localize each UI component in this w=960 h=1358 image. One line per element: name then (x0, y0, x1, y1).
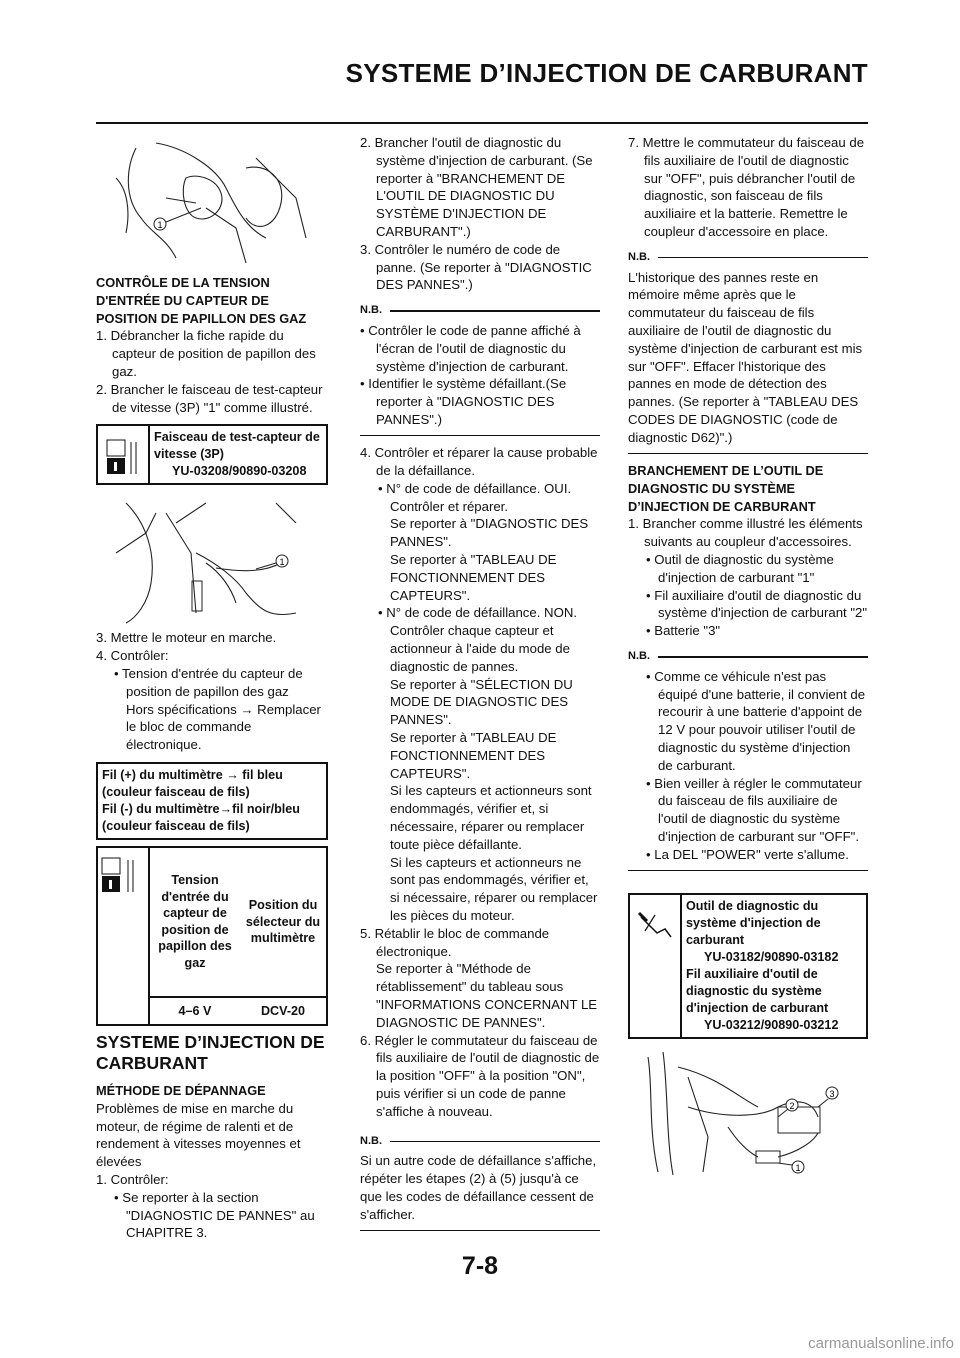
note-end-rule (628, 453, 868, 455)
spec-value-selector: DCV-20 (260, 1003, 306, 1018)
note-bullet: • Bien veiller à régler le commutateur du faisceau de fils auxiliaire de l'outil de diagnostic du système d'injection de carburant sur "OFF". (646, 775, 862, 844)
bullet-line: Contrôler chaque capteur et actionneur à l'aide du mode de diagnostic de pannes. (390, 623, 570, 674)
column-right (628, 134, 868, 1177)
step: 4. Contrôler et réparer la cause probable de la défaillance. (360, 445, 598, 479)
note-bullet: • Comme ce véhicule n'est pas équipé d'une batterie, il convient de recourir à une batterie d'appoint de 12 V pour pouvoir utiliser l'outil de diagnostic du système d'injection de carburant. (646, 668, 866, 773)
callout-1: 1 (157, 220, 163, 230)
figure-throttle-sensor (96, 138, 328, 274)
bullet: • N° de code de défaillance. OUI. (378, 480, 572, 496)
tool-code: YU-03208/90890-03208 (172, 464, 307, 479)
probe-negative: Fil (-) du multimètre→fil noir/bleu (couleur faisceau de fils) (102, 801, 300, 833)
step-continuation: Se reporter à "Méthode de rétablissement" du tableau sous "INFORMATIONS CONCERNANT LE DIAGNOSTIC DE PANNES". (376, 961, 598, 1030)
probe-connection-box (96, 762, 328, 840)
bullet-line: Si les capteurs et actionneurs sont endommagés, vérifier et, si nécessaire, réparer ou remplacer toute pièce défaillante. (390, 783, 592, 852)
bullet-line: Se reporter à "TABLEAU DE FONCTIONNEMENT DES CAPTEURS". (390, 730, 557, 781)
note-label: N.B. (628, 648, 868, 666)
note-text: Si un autre code de défaillance s'affiche, répéter les étapes (2) à (5) jusqu'à ce que les codes de défaillance cessent de s'afficher. (360, 1153, 597, 1222)
step: 2. Brancher le faisceau de test-capteur de vitesse (3P) "1" comme illustré. (96, 381, 323, 415)
note-end-rule (628, 870, 868, 872)
spec-table (96, 846, 328, 1026)
step: 3. Contrôler le numéro de code de panne. (Se reporter à "DIAGNOSTIC DES PANNES".) (360, 241, 592, 293)
bullet: • Tension d'entrée du capteur de position de papillon des gaz (114, 665, 303, 699)
diagnostic-tool-icon (635, 907, 675, 947)
note-label: N.B. (360, 1133, 600, 1151)
note-bullet: • Contrôler le code de panne affiché à l'écran de l'outil de diagnostic du système d'injection de carburant. (360, 322, 581, 374)
spec-value-voltage: 4–6 V (178, 1003, 212, 1018)
figure-test-harness (96, 493, 328, 629)
bullet: • Batterie "3" (646, 623, 721, 639)
tool-code: YU-03182/90890-03182 (704, 950, 839, 965)
tool-code: YU-03212/90890-03212 (704, 1018, 839, 1033)
bullet-line: Se reporter à "DIAGNOSTIC DES PANNES". (390, 516, 589, 550)
note-text: L'historique des pannes reste en mémoire même après que le commutateur du faisceau de fils auxiliaire de l'outil de diagnostic du système d'injection de carburant est mis sur "OFF". Effacer l'historique des pannes en mode de détection des pannes. (Se reporter à "TABLEAU DES CODES DE DIAGNOSTIC (code de diagnostic D62)".) (628, 269, 863, 445)
step: 4. Contrôler: (96, 648, 169, 664)
bullet: • Outil de diagnostic du système d'injection de carburant "1" (646, 552, 834, 585)
bullet-line: Si les capteurs et actionneurs ne sont pas endommagés, vérifier et, si nécessaire, réparer ou remplacer les pièces du moteur. (390, 854, 598, 923)
step: 7. Mettre le commutateur du faisceau de fils auxiliaire de l'outil de diagnostic sur "OFF", puis débrancher l'outil de diagnostic, son faisceau de fils auxiliaire et la batterie. Remettre le coupleur d'accessoire en place. (628, 135, 865, 239)
diagnostic-illustration (628, 1047, 868, 1177)
note-bullet: • La DEL "POWER" verte s'allume. (646, 846, 849, 862)
tool-name: Outil de diagnostic du système d'injection de carburant (686, 899, 821, 948)
step: 5. Rétablir le bloc de commande électronique. (360, 925, 550, 959)
heading-troubleshooting: MÉTHODE DE DÉPANNAGE (96, 1082, 266, 1098)
bullet-line: Se reporter à "SÉLECTION DU MODE DE DIAGNOSTIC DES PANNES". (390, 676, 573, 728)
heading-diagnostic-connection: BRANCHEMENT DE L’OUTIL DE DIAGNOSTIC DU SYSTÈME D’INJECTION DE CARBURANT (628, 463, 824, 514)
step: 6. Régler le commutateur du faisceau de fils auxiliaire de l'outil de diagnostic de la position "OFF" à la position "ON", puis vérifier si un code de panne s'affiche à nouveau. (360, 1032, 600, 1119)
watermark: carmanualsonline.info (808, 1335, 954, 1352)
step: 1. Contrôler: (96, 1171, 169, 1187)
note-label: N.B. (360, 302, 600, 320)
callout-1: 1 (795, 1163, 801, 1174)
engine-illustration (96, 138, 328, 274)
callout-1: 1 (279, 557, 285, 568)
bullet-line: Contrôler et réparer. (390, 498, 509, 514)
step: 3. Mettre le moteur en marche. (96, 630, 277, 646)
tool-box-diagnostic (628, 893, 868, 1039)
bullet-continuation: Hors spécifications → Remplacer le bloc de commande électronique. (126, 701, 321, 753)
bullet: • N° de code de défaillance. NON. (378, 605, 578, 621)
harness-illustration (96, 493, 328, 629)
header-rule (96, 122, 868, 124)
note-bullet: • Identifier le système défaillant.(Se reporter à "DIAGNOSTIC DES PANNES".) (360, 376, 567, 427)
page-header-title: SYSTEME D’INJECTION DE CARBURANT (345, 58, 868, 88)
tool-name: Faisceau de test-capteur de vitesse (3P) (154, 430, 320, 462)
note-end-rule (360, 435, 600, 437)
tool-box-test-harness (96, 424, 328, 485)
spec-header-voltage: Tension d'entrée du capteur de position de papillon des gaz (158, 873, 232, 970)
step: 1. Débrancher la fiche rapide du capteur de position de papillon des gaz. (96, 328, 316, 379)
note-label: N.B. (628, 249, 868, 267)
section-title: SYSTEME D’INJECTION DE CARBURANT (96, 1031, 325, 1073)
note-end-rule (360, 1230, 600, 1232)
tool-name: Fil auxiliaire d'outil de diagnostic du système d'injection de carburant (686, 967, 829, 1016)
bullet-line: Se reporter à "TABLEAU DE FONCTIONNEMENT DES CAPTEURS". (390, 552, 557, 603)
spec-icon (98, 856, 146, 916)
bullet: • Fil auxiliaire d'outil de diagnostic du système d'injection de carburant "2" (646, 587, 868, 621)
step: 1. Brancher comme illustré les éléments suivants au coupleur d'accessoires. (628, 516, 863, 550)
bullet: • Se reporter à la section "DIAGNOSTIC DE PANNES" au CHAPITRE 3. (114, 1189, 315, 1241)
step: 2. Brancher l'outil de diagnostic du système d'injection de carburant. (Se reporter à "BRANCHEMENT DE L'OUTIL DE DIAGNOSTIC DU SYSTÈME D'INJECTION DE CARBURANT".) (360, 135, 593, 239)
column-middle (360, 134, 600, 1239)
spec-header-selector: Position du sélecteur du multimètre (245, 898, 321, 946)
callout-2: 2 (789, 1101, 795, 1112)
paragraph: Problèmes de mise en marche du moteur, de régime de ralenti et de rendement à vitesses moyennes et élevées (96, 1100, 301, 1170)
probe-positive: Fil (+) du multimètre → fil bleu (couleur faisceau de fils) (102, 767, 283, 799)
figure-diagnostic-connection (628, 1047, 868, 1177)
tool-icon (105, 438, 141, 476)
heading-tps-check: CONTRÔLE DE LA TENSION D'ENTRÉE DU CAPTEUR DE POSITION DE PAPILLON DES GAZ (96, 275, 307, 326)
callout-3: 3 (829, 1089, 835, 1100)
column-left (96, 138, 328, 1242)
page-number: 7-8 (461, 1252, 499, 1280)
